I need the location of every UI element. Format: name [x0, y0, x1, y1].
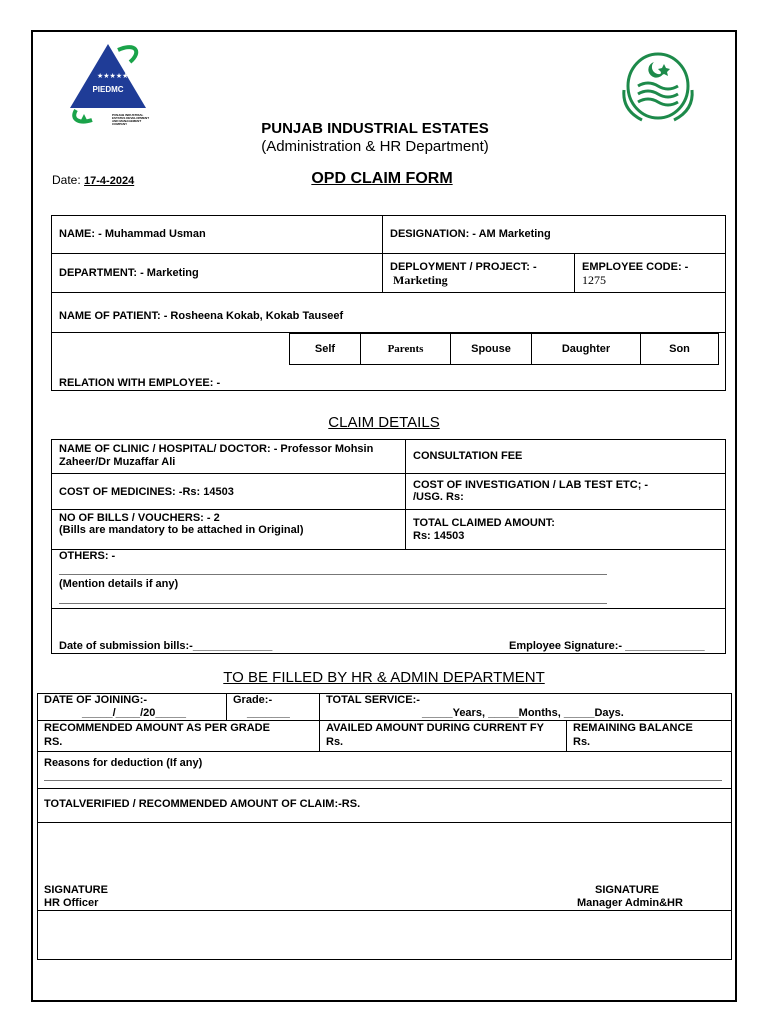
relation-spouse-box[interactable]	[450, 333, 532, 365]
others-line-2	[59, 603, 607, 604]
logo-text: PIEDMC	[92, 85, 124, 94]
employee-code-cell	[574, 253, 726, 293]
reasons-line	[44, 780, 722, 781]
medicines-cell	[51, 473, 406, 510]
piedmc-logo	[66, 40, 150, 126]
patient-cell	[51, 292, 726, 333]
joining-cell	[37, 693, 227, 721]
relation-son-box[interactable]	[640, 333, 719, 365]
grade-cell	[226, 693, 320, 721]
employee-name: NAME: - Muhammad Usman	[59, 228, 206, 240]
others-line-1	[59, 574, 607, 575]
bills-note: (Bills are mandatory to be attached in Original)	[59, 524, 304, 536]
remaining-label: REMAINING BALANCE	[573, 722, 693, 734]
availed-rs: Rs.	[326, 736, 344, 748]
total-service-blank: _____Years, _____Months, _____Days.	[422, 707, 624, 719]
recommended-label: RECOMMENDED AMOUNT AS PER GRADE	[44, 722, 270, 734]
date-value: 17-4-2024	[84, 175, 135, 187]
cost-of-medicines: COST OF MEDICINES: -Rs: 14503	[59, 486, 234, 498]
signature-cell	[37, 822, 732, 911]
bills-count: NO OF BILLS / VOUCHERS: - 2	[59, 512, 220, 524]
form-title: OPD CLAIM FORM	[311, 170, 453, 187]
claim-details-title: CLAIM DETAILS	[328, 414, 440, 431]
investigation-line1: COST OF INVESTIGATION / LAB TEST ETC; -	[413, 479, 649, 491]
date-label: Date:	[52, 173, 81, 187]
department-subtitle: (Administration & HR Department)	[261, 138, 489, 155]
hr-section-title: TO BE FILLED BY HR & ADMIN DEPARTMENT	[223, 669, 545, 686]
hr-officer-title: HR Officer	[44, 897, 99, 909]
investigation-cell	[405, 473, 726, 510]
reasons-cell	[37, 751, 732, 789]
deployment-value: Marketing	[393, 273, 448, 287]
hr-officer-signature-label: SIGNATURE	[44, 884, 108, 896]
relation-spouse: Spouse	[471, 343, 511, 355]
consultation-cell	[405, 439, 726, 474]
grade-blank: _______	[247, 707, 290, 719]
name-cell	[51, 215, 383, 254]
patient-name: NAME OF PATIENT: - Rosheena Kokab, Kokab Tauseef	[59, 310, 344, 322]
total-claimed-cell	[405, 509, 726, 550]
total-service-label: TOTAL SERVICE:-	[326, 694, 420, 706]
relation-label: RELATION WITH EMPLOYEE: -	[59, 377, 221, 389]
svg-text:★★★★★: ★★★★★	[97, 72, 129, 80]
availed-label: AVAILED AMOUNT DURING CURRENT FY	[326, 722, 544, 734]
logo-subtext: PUNJAB INDUSTRIAL ESTATES DEVELOPMENT AND MANAGEMENT COMPANY	[112, 113, 150, 126]
date-field	[52, 173, 134, 187]
employee-signature: Employee Signature:- _____________	[509, 640, 705, 652]
designation-cell	[382, 215, 726, 254]
relation-self-box[interactable]	[289, 333, 361, 365]
grade-label: Grade:-	[233, 694, 273, 706]
others-label: OTHERS: -	[59, 550, 116, 562]
employee-designation: DESIGNATION: - AM Marketing	[390, 228, 551, 240]
bills-cell	[51, 509, 406, 550]
manager-title: Manager Admin&HR	[577, 897, 683, 909]
employee-code-label: EMPLOYEE CODE: -	[582, 261, 689, 273]
relation-parents-box[interactable]	[360, 333, 451, 365]
reasons-label: Reasons for deduction (If any)	[44, 757, 203, 769]
total-claimed-label: TOTAL CLAIMED AMOUNT:	[413, 517, 555, 529]
verified-cell	[37, 788, 732, 823]
clinic-cell	[51, 439, 406, 474]
consultation-fee: CONSULTATION FEE	[413, 450, 523, 462]
relation-parents: Parents	[387, 343, 424, 355]
date-of-joining-label: DATE OF JOINING:-	[44, 694, 148, 706]
relation-son: Son	[669, 343, 690, 355]
investigation-line2: /USG. Rs:	[413, 491, 464, 503]
punjab-seal-emblem	[618, 50, 698, 126]
manager-signature-label: SIGNATURE	[595, 884, 659, 896]
deployment-label: DEPLOYMENT / PROJECT: -	[390, 261, 537, 273]
employee-code-value: 1275	[582, 273, 606, 287]
relation-daughter-box[interactable]	[531, 333, 641, 365]
mention-details: (Mention details if any)	[59, 578, 179, 590]
submission-date: Date of submission bills:-_____________	[59, 640, 273, 652]
remaining-cell	[566, 720, 732, 752]
recommended-cell	[37, 720, 320, 752]
others-cell	[51, 549, 726, 609]
verified-amount: TOTALVERIFIED / RECOMMENDED AMOUNT OF CLAIM:-RS.	[44, 798, 361, 810]
relation-self: Self	[314, 343, 336, 355]
total-claimed-value: Rs: 14503	[413, 530, 465, 542]
deployment-cell	[382, 253, 575, 293]
relation-daughter: Daughter	[561, 343, 611, 355]
recommended-rs: RS.	[44, 736, 63, 748]
date-of-joining-blank: _____/____/20_____	[82, 707, 186, 719]
total-service-cell	[319, 693, 732, 721]
availed-cell	[319, 720, 567, 752]
employee-department: DEPARTMENT: - Marketing	[59, 267, 199, 279]
org-name: PUNJAB INDUSTRIAL ESTATES	[261, 120, 489, 137]
department-cell	[51, 253, 383, 293]
remaining-rs: Rs.	[573, 736, 591, 748]
clinic-name: NAME OF CLINIC / HOSPITAL/ DOCTOR: - Professor Mohsin Zaheer/Dr Muzaffar Ali	[59, 443, 374, 468]
